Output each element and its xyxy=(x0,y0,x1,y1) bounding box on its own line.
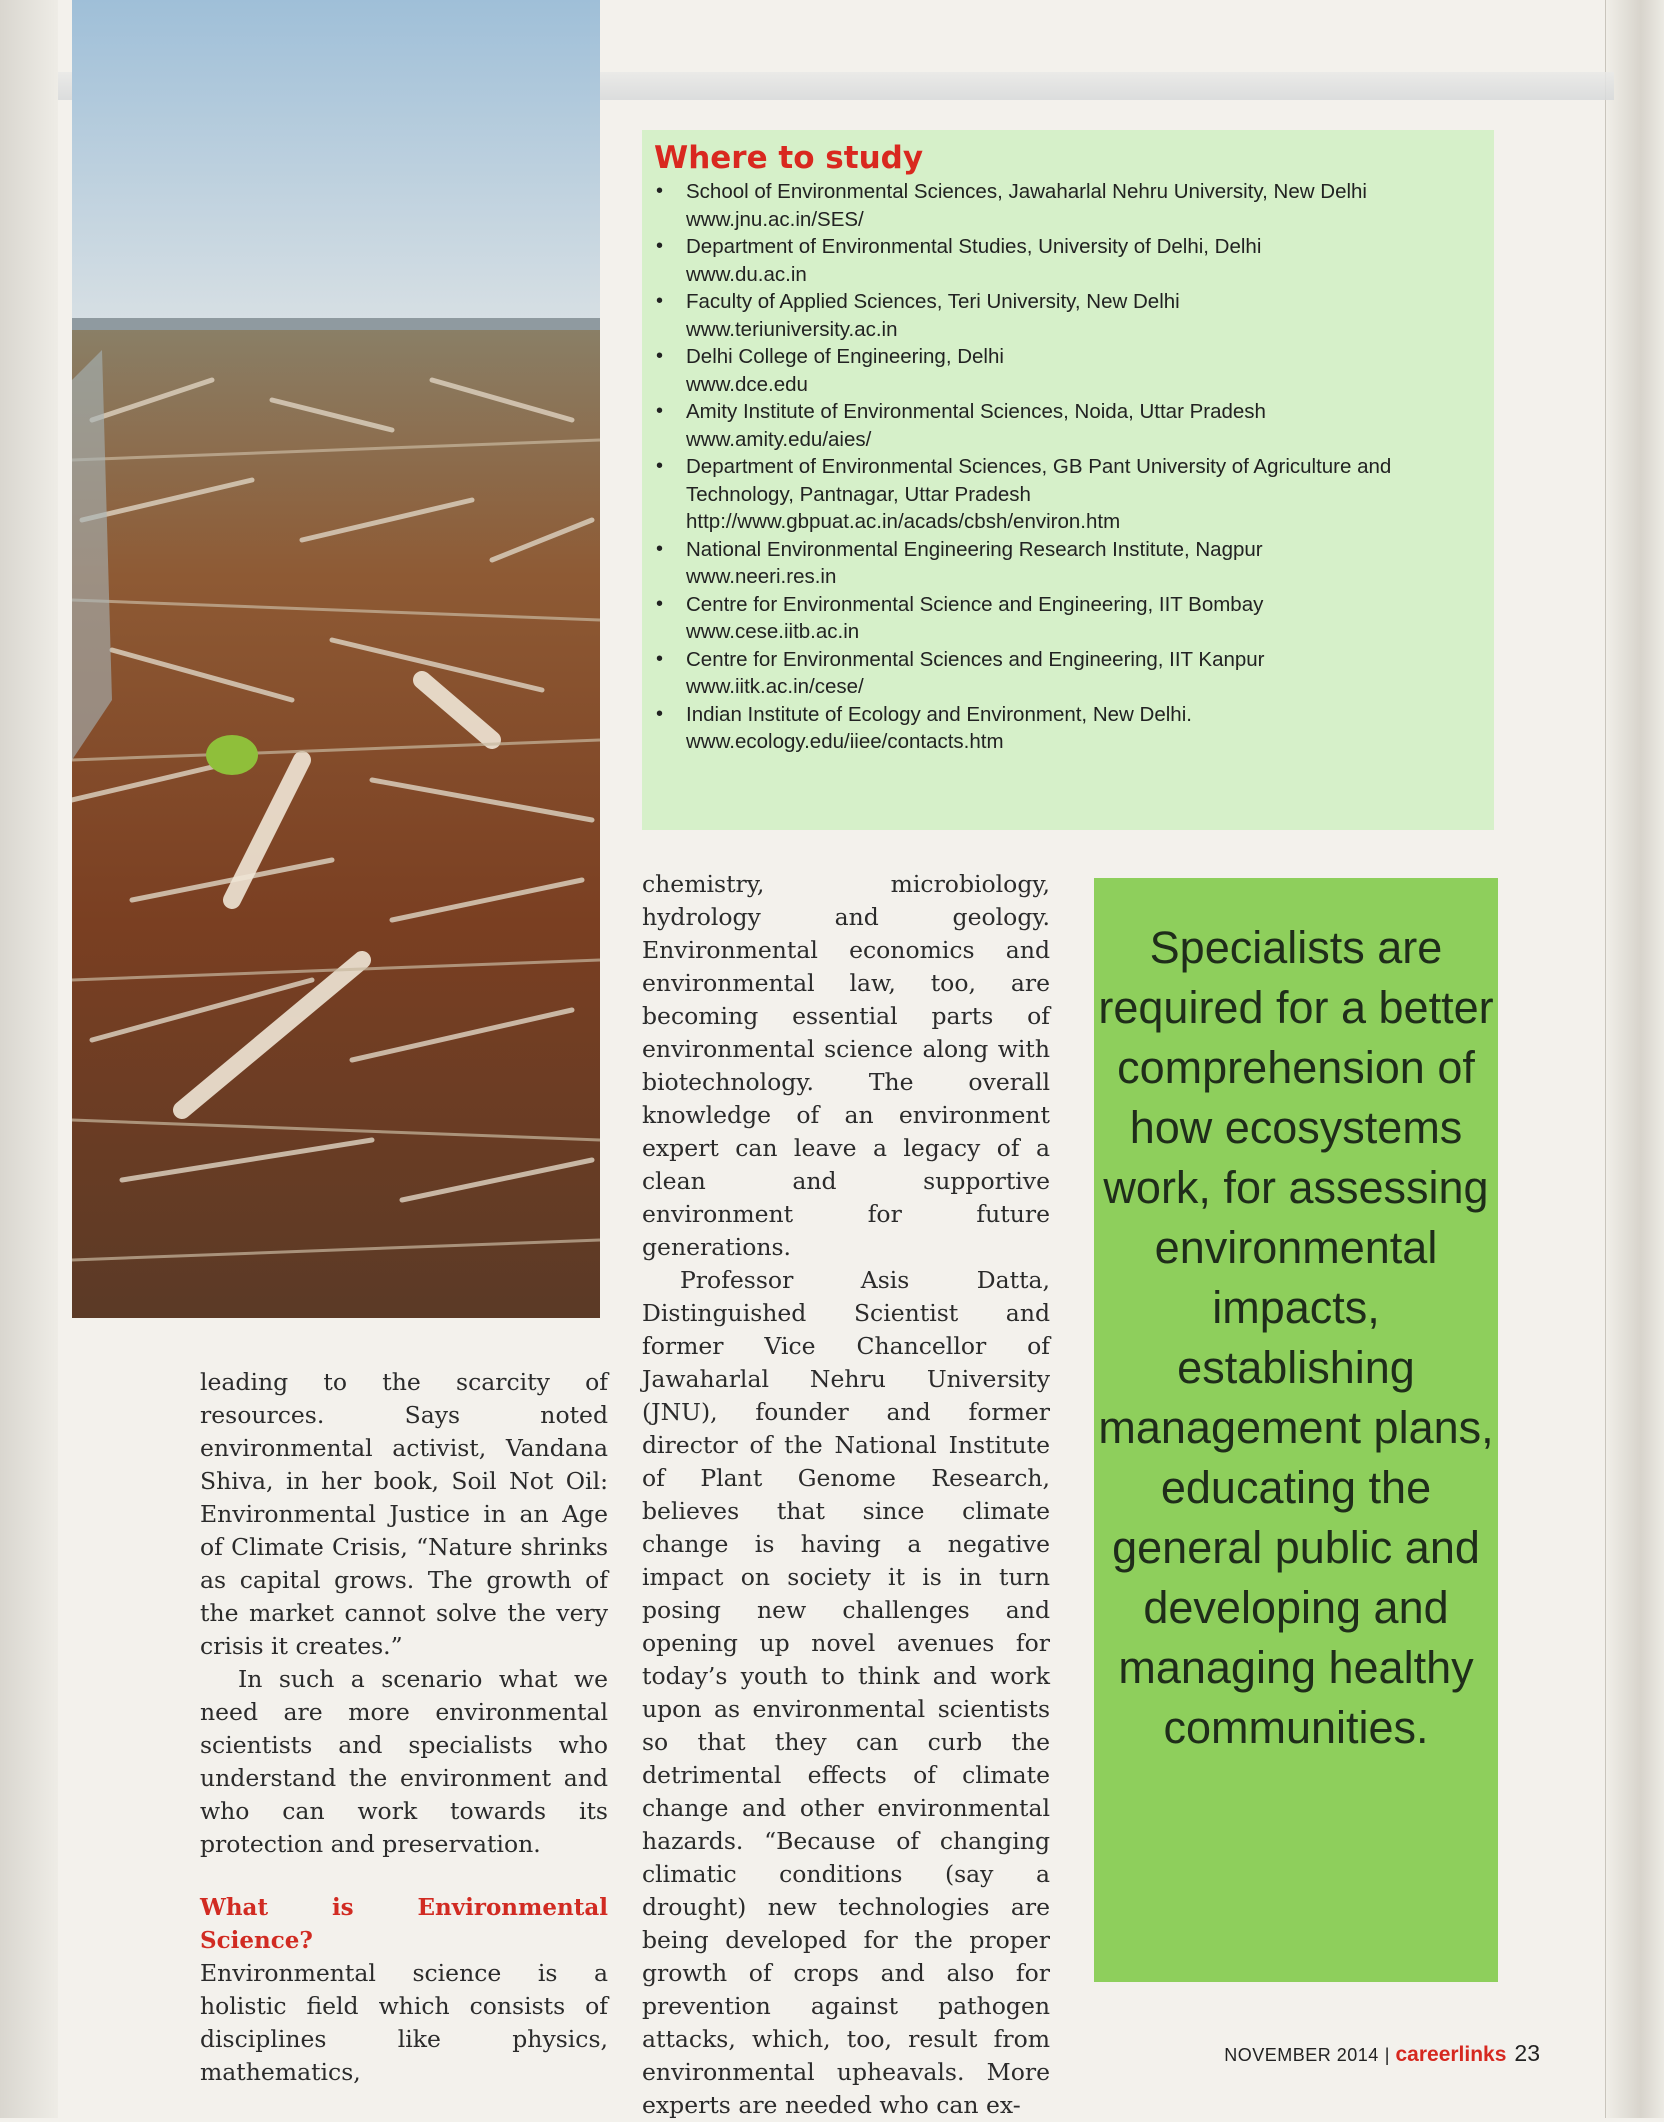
body-paragraph: leading to the scarcity of resources. Says noted environmental activist, Vandana Shiva, in her book, Soil Not Oil: Environmental Justice in an Age of Climate Crisis, “Nature shrinks as capital grows. The growth of the market cannot solve the very crisis it creates.” xyxy=(200,1368,608,1660)
page-edge-right xyxy=(1605,0,1664,2118)
body-paragraph: chemistry, microbiology, hydrology and geology. Environmental economics and environmental law, too, are becoming essential parts of environmental science along with biotechnology. The overall knowledge of an environment expert can leave a legacy of a clean and supportive environment for future generations. xyxy=(642,870,1050,1261)
body-paragraph: In such a scenario what we need are more environmental scientists and specialists who understand the environment and who can work towards its protection and preservation. xyxy=(200,1665,608,1858)
body-paragraph: Environmental science is a holistic field which consists of disciplines like physics, mathematics, xyxy=(200,1959,608,2086)
institution-url: www.ecology.edu/iiee/contacts.htm xyxy=(686,730,1004,753)
institution-name: National Environmental Engineering Research Institute, Nagpur xyxy=(686,537,1263,561)
institution-url: www.teriuniversity.ac.in xyxy=(686,317,898,341)
institution-name: Delhi College of Engineering, Delhi xyxy=(686,345,1004,368)
institution-url: www.du.ac.in xyxy=(686,262,807,286)
institution-name: Department of Environmental Studies, University of Delhi, Delhi xyxy=(686,235,1262,258)
institution-item xyxy=(654,343,1474,398)
page-footer xyxy=(1224,2040,1540,2067)
body-paragraph: Professor Asis Datta, Distinguished Scientist and former Vice Chancellor of Jawaharlal Nehru University (JNU), founder and former director of the National Institute of Plant Genome Research, believes that since climate change is having a negative impact on society it is in turn posing new challenges and opening up novel avenues for today’s youth to think and work upon as environmental scientists so that they can curb the detrimental effects of climate change and other environmental hazards. “Because of changing climatic conditions (say a drought) new technologies are being developed for the proper growth of crops and also for prevention against pathogen attacks, which, too, result from environmental upheavals. More experts are needed who can ex- xyxy=(642,1266,1050,2119)
magazine-brand: careerlinks xyxy=(1395,2043,1507,2066)
institution-url: www.cese.iitb.ac.in xyxy=(686,620,860,643)
institution-item xyxy=(654,398,1474,453)
pull-quote: Specialists are required for a better comprehension of how ecosystems work, for assessing environmental impacts, establishing management plans, educating the general public and developing and managing healthy communities. xyxy=(1098,922,1494,1753)
institution-url: www.neeri.res.in xyxy=(686,565,837,588)
institution-url: http://www.gbpuat.ac.in/acads/cbsh/environ.htm xyxy=(686,510,1121,533)
institution-list xyxy=(654,178,1474,756)
institution-name: Amity Institute of Environmental Sciences, Noida, Uttar Pradesh xyxy=(686,400,1266,423)
section-heading: What is Environmental Science? xyxy=(200,1894,608,1954)
deforested-land-photo xyxy=(72,0,600,1318)
issue-date: NOVEMBER 2014 xyxy=(1224,2045,1379,2065)
institution-name: Department of Environmental Sciences, GB Pant University of Agriculture and Technology, Pantnagar, Uttar Pradesh xyxy=(686,455,1392,506)
institution-url: www.iitk.ac.in/cese/ xyxy=(686,675,864,698)
institution-name: School of Environmental Sciences, Jawaharlal Nehru University, New Delhi xyxy=(686,180,1367,203)
institution-url: www.jnu.ac.in/SES/ xyxy=(686,207,864,231)
institution-item xyxy=(654,646,1474,701)
institution-item xyxy=(654,453,1474,536)
page-edge-left xyxy=(0,0,58,2118)
institution-name: Centre for Environmental Sciences and Engineering, IIT Kanpur xyxy=(686,647,1265,671)
page-number: 23 xyxy=(1514,2040,1540,2066)
institution-item xyxy=(654,536,1474,591)
institution-item xyxy=(654,701,1474,756)
institution-item xyxy=(654,591,1474,646)
institution-item xyxy=(654,178,1474,233)
institution-url: www.dce.edu xyxy=(686,372,808,396)
where-to-study-title: Where to study xyxy=(654,140,924,176)
footer-separator: | xyxy=(1384,2045,1390,2065)
institution-item xyxy=(654,288,1474,343)
institution-name: Faculty of Applied Sciences, Teri University, New Delhi xyxy=(686,290,1180,313)
institution-url: www.amity.edu/aies/ xyxy=(686,427,872,451)
institution-item xyxy=(654,233,1474,288)
institution-name: Centre for Environmental Science and Engineering, IIT Bombay xyxy=(686,592,1264,616)
institution-name: Indian Institute of Ecology and Environment, New Delhi. xyxy=(686,702,1192,726)
middle-text-column xyxy=(642,868,1050,2122)
left-text-column xyxy=(200,1366,608,2089)
